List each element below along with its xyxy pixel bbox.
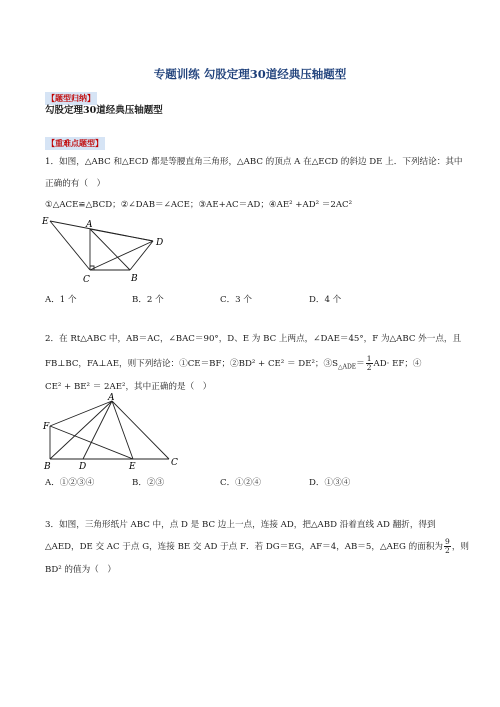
q2-label-E: E <box>129 462 136 472</box>
section-subtitle: 勾股定理30道经典压轴题型 <box>45 105 163 116</box>
page-title: 专题训练 勾股定理30道经典压轴题型 <box>153 67 347 81</box>
q1-label-E: E <box>42 217 49 227</box>
q1-option-d: D．4 个 <box>309 295 342 305</box>
q1-figure <box>40 212 170 292</box>
q2-stem-line1: 2．在 Rt△ABC 中，AB＝AC，∠BAC＝90°，D、E 为 BC 上两点，∠DAE＝45°，F 为△ABC 外一点，且 <box>45 334 462 344</box>
section-tag-summary: 【题型归纳】 <box>47 93 95 103</box>
q1-label-D: D <box>156 238 164 248</box>
q2-label-C: C <box>171 458 178 468</box>
q1-stem-line1: 1．如图，△ABC 和△ECD 都是等腰直角三角形，△ABC 的顶点 A 在△ECD 的斜边 DE 上．下列结论：其中 <box>45 157 463 167</box>
q1-conclusions: ①△ACE≌△BCD；②∠DAB＝∠ACE；③AE+AC＝AD；④AE² +AD² ＝2AC² <box>45 200 353 210</box>
q1-option-a: A．1 个 <box>45 295 77 305</box>
q2-option-d: D．①③④ <box>309 478 351 488</box>
q2-option-a: A．①②③④ <box>45 478 95 488</box>
q2-stem-line2: FB⊥BC，FA⊥AE，则下列结论：①CE＝BF；②BD² + CE² ＝ DE²；$③S_{\triangle ADE}=$ $\frac{1}{2}$ AD· EF；④ <box>45 354 422 372</box>
q2-option-b: B．②③ <box>132 478 165 488</box>
q1-option-c: C．3 个 <box>220 295 252 305</box>
q1-label-A: A <box>86 220 93 230</box>
q2-label-A: A <box>108 393 115 403</box>
q2-label-D: D <box>79 462 87 472</box>
q2-label-B: B <box>44 462 51 472</box>
q2-option-c: C．①②④ <box>220 478 261 488</box>
q1-label-B: B <box>131 274 138 284</box>
q1-option-b: B．2 个 <box>132 295 164 305</box>
q1-stem-line2: 正确的有（ ） <box>45 179 106 189</box>
q1-label-C: C <box>83 275 90 285</box>
section-tag-key: 【重难点题型】 <box>47 138 103 148</box>
q2-label-F: F <box>43 422 50 432</box>
q3-stem-line2: △AED，DE 交 AC 于点 G，连接 BE 交 AD 于点 F．若 DG＝EG，AF＝4，AB＝5，△AEG 的面积为 $\frac{9}{2}$ ，则 <box>45 537 470 555</box>
q3-stem-line1: 3．如图，三角形纸片 ABC 中，点 D 是 BC 边上一点，连接 AD，把△ABD 沿着直线 AD 翻折，得到 <box>45 520 436 530</box>
q2-figure <box>40 392 190 472</box>
q3-stem-line3: BD² 的值为（ ） <box>45 565 116 575</box>
q2-stem-line3: CE² + BE² ＝ 2AE²，其中正确的是（ ） <box>45 382 212 392</box>
